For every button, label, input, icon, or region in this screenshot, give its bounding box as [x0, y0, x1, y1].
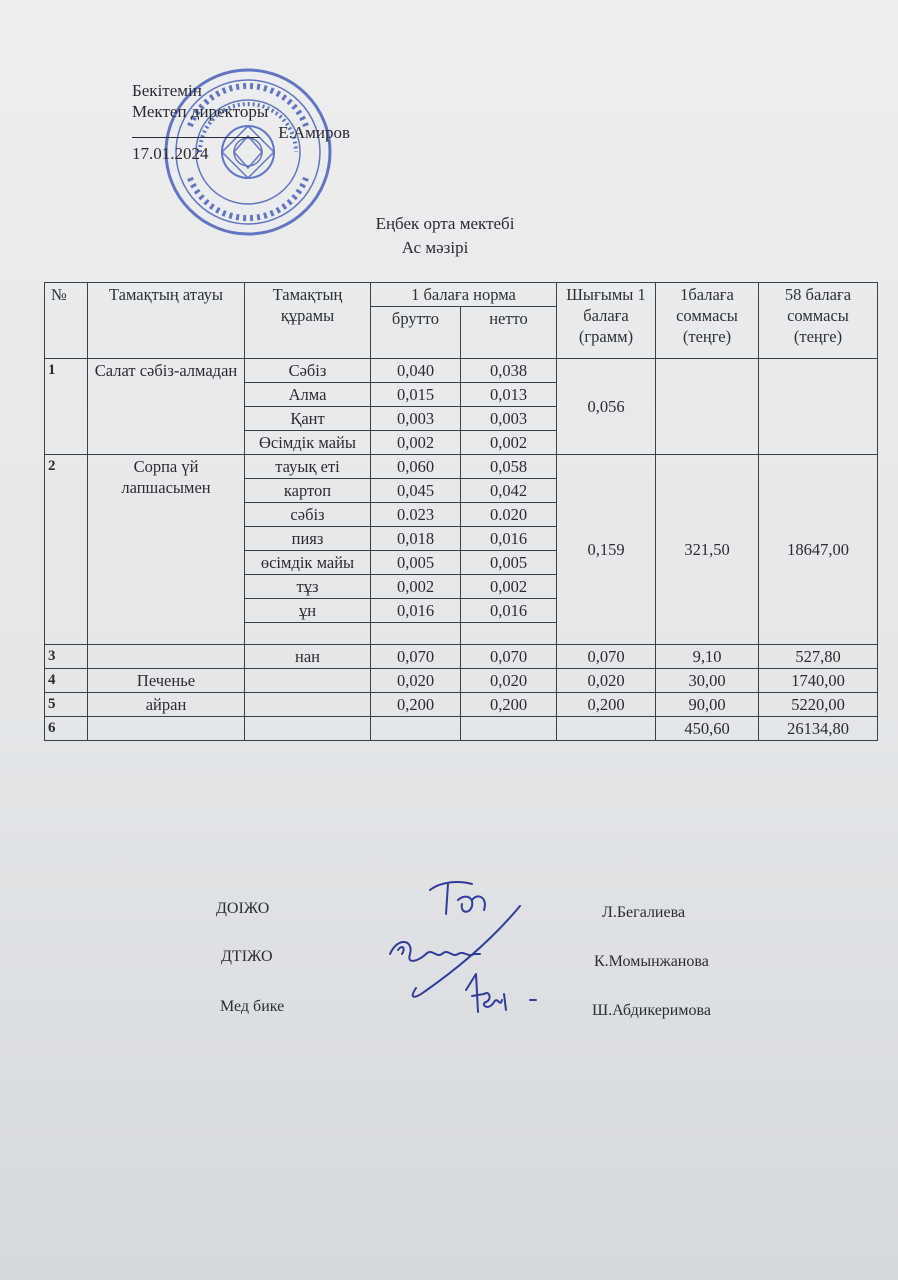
- cost1-cell: [656, 359, 759, 455]
- row-num: 2: [45, 455, 88, 645]
- brutto-cell: 0,040: [371, 359, 461, 383]
- netto-cell: 0,016: [461, 527, 557, 551]
- col-header-netto: нетто: [461, 307, 557, 359]
- ingredient-name: картоп: [245, 479, 371, 503]
- empty-cell: [245, 623, 371, 645]
- netto-cell: 0,020: [461, 669, 557, 693]
- empty-cell: [245, 717, 371, 741]
- cost1-cell: 30,00: [656, 669, 759, 693]
- empty-cell: [371, 623, 461, 645]
- row-num: 5: [45, 693, 88, 717]
- empty-cell: [557, 717, 656, 741]
- ingredient-name: тауық еті: [245, 455, 371, 479]
- dish-name: [88, 645, 245, 669]
- netto-cell: 0,016: [461, 599, 557, 623]
- approval-block: [132, 80, 350, 164]
- yield-cell: 0,159: [557, 455, 656, 645]
- signature-name: Ш.Абдикеримова: [592, 1002, 711, 1019]
- netto-cell: 0,005: [461, 551, 557, 575]
- col-header-composition: Тамақтың құрамы: [245, 283, 371, 359]
- signature-name: Л.Бегалиева: [602, 904, 686, 921]
- cost1-cell: 9,10: [656, 645, 759, 669]
- ingredient-name: [245, 669, 371, 693]
- brutto-cell: 0,002: [371, 575, 461, 599]
- col-header-norm: 1 балаға норма: [371, 283, 557, 307]
- netto-cell: 0,058: [461, 455, 557, 479]
- approval-date: 17.01.2024: [132, 144, 209, 163]
- cost1-cell: 90,00: [656, 693, 759, 717]
- yield-cell: 0,020: [557, 669, 656, 693]
- table-row: [45, 693, 878, 717]
- table-row: [45, 455, 878, 479]
- col-header-brutto: брутто: [371, 307, 461, 359]
- ingredient-name: пияз: [245, 527, 371, 551]
- netto-cell: 0,042: [461, 479, 557, 503]
- cost58-cell: 1740,00: [759, 669, 878, 693]
- header-row: [45, 283, 878, 307]
- brutto-cell: 0.023: [371, 503, 461, 527]
- ingredient-name: сәбіз: [245, 503, 371, 527]
- yield-cell: 0,200: [557, 693, 656, 717]
- approval-director-name: Е.Амиров: [278, 123, 351, 142]
- document-title: Ас мәзірі: [401, 238, 469, 257]
- ingredient-name: өсімдік майы: [245, 551, 371, 575]
- brutto-cell: 0,005: [371, 551, 461, 575]
- menu-table: [44, 282, 878, 741]
- brutto-cell: 0,060: [371, 455, 461, 479]
- netto-cell: 0,070: [461, 645, 557, 669]
- brutto-cell: 0,015: [371, 383, 461, 407]
- row-num: 1: [45, 359, 88, 455]
- dish-name: Салат сәбіз-алмадан: [88, 359, 245, 455]
- dish-name: Сорпа үй лапшасымен: [88, 455, 245, 645]
- dish-name: Печенье: [88, 669, 245, 693]
- school-name: Еңбек орта мектебі: [375, 214, 515, 233]
- cost58-cell: 527,80: [759, 645, 878, 669]
- ingredient-name: Қант: [245, 407, 371, 431]
- ingredient-name: Сәбіз: [245, 359, 371, 383]
- approval-title: Бекітемін: [132, 81, 202, 100]
- ingredient-name: [245, 693, 371, 717]
- cost58-cell: 5220,00: [759, 693, 878, 717]
- col-header-num: №: [45, 283, 88, 359]
- brutto-cell: 0,020: [371, 669, 461, 693]
- brutto-cell: 0,045: [371, 479, 461, 503]
- ingredient-name: Өсімдік майы: [245, 431, 371, 455]
- brutto-cell: 0,200: [371, 693, 461, 717]
- brutto-cell: 0,070: [371, 645, 461, 669]
- dish-name: айран: [88, 693, 245, 717]
- netto-cell: 0,038: [461, 359, 557, 383]
- row-num: 3: [45, 645, 88, 669]
- netto-cell: 0.020: [461, 503, 557, 527]
- signature-role: ДОІЖО: [216, 900, 270, 917]
- empty-cell: [88, 717, 245, 741]
- table-row: [45, 669, 878, 693]
- signature-role: ДТІЖО: [221, 948, 273, 965]
- cost1-cell: 321,50: [656, 455, 759, 645]
- signature-name: К.Момынжанова: [594, 953, 709, 970]
- row-num: 6: [45, 717, 88, 741]
- approval-signature-line: [132, 122, 350, 143]
- approval-position: Мектеп директоры: [132, 102, 269, 121]
- brutto-cell: 0,003: [371, 407, 461, 431]
- col-header-food-name: Тамақтың атауы: [88, 283, 245, 359]
- col-header-cost1: 1балаға соммасы (теңге): [656, 283, 759, 359]
- cost58-cell: 18647,00: [759, 455, 878, 645]
- table-row: [45, 645, 878, 669]
- row-num: 4: [45, 669, 88, 693]
- table-row: [45, 359, 878, 383]
- col-header-cost58: 58 балаға соммасы (теңге): [759, 283, 878, 359]
- ingredient-name: нан: [245, 645, 371, 669]
- cost58-cell: [759, 359, 878, 455]
- col-header-yield: Шығымы 1 балаға (грамм): [557, 283, 656, 359]
- table-row-total: [45, 717, 878, 741]
- netto-cell: 0,200: [461, 693, 557, 717]
- ingredient-name: ұн: [245, 599, 371, 623]
- empty-cell: [461, 717, 557, 741]
- empty-cell: [371, 717, 461, 741]
- netto-cell: 0,002: [461, 575, 557, 599]
- ingredient-name: Алма: [245, 383, 371, 407]
- brutto-cell: 0,002: [371, 431, 461, 455]
- yield-cell: 0,070: [557, 645, 656, 669]
- brutto-cell: 0,016: [371, 599, 461, 623]
- total-cost1-cell: 450,60: [656, 717, 759, 741]
- empty-cell: [461, 623, 557, 645]
- netto-cell: 0,003: [461, 407, 557, 431]
- ingredient-name: тұз: [245, 575, 371, 599]
- signature-role: Мед бике: [220, 998, 285, 1015]
- yield-cell: 0,056: [557, 359, 656, 455]
- netto-cell: 0,013: [461, 383, 557, 407]
- brutto-cell: 0,018: [371, 527, 461, 551]
- total-cost58-cell: 26134,80: [759, 717, 878, 741]
- netto-cell: 0,002: [461, 431, 557, 455]
- handwritten-signatures: [380, 870, 580, 1030]
